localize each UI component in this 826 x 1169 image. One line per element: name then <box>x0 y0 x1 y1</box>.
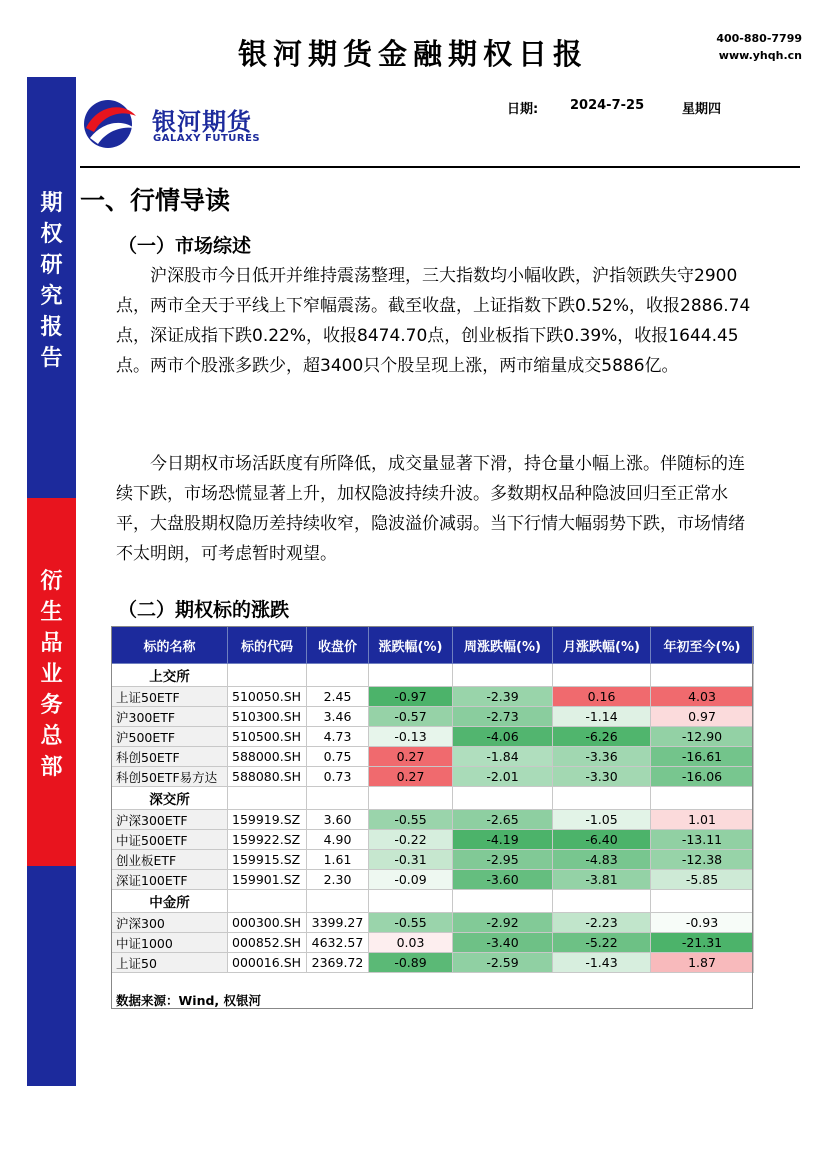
empty-cell <box>553 787 651 810</box>
pct-change-cell: -0.09 <box>369 870 453 890</box>
pct-change-cell: -0.13 <box>369 727 453 747</box>
market-summary-paragraph: 沪深股市今日低开并维持震荡整理，三大指数均小幅收跌，沪指领跌失守2900点，两市全天于平线上下窄幅震荡。截至收盘，上证指数下跌0.52%，收报2886.74点，深证成指下跌0.22%，收报8474.70点，创业板指下跌0.39%，收报1644.45点。两市个股涨多跌少，超3400只个股呈现上涨，两市缩量成交5886亿。 <box>116 266 751 376</box>
pct-change-cell: -0.89 <box>369 953 453 973</box>
pct-change-cell: -16.06 <box>651 767 754 787</box>
report-weekday: 星期四 <box>682 102 722 117</box>
underlying-code: 510300.SH <box>228 707 307 727</box>
empty-cell <box>228 890 307 913</box>
pct-change-cell: 0.27 <box>369 767 453 787</box>
pct-change-cell: -1.14 <box>553 707 651 727</box>
pct-change-cell: -0.57 <box>369 707 453 727</box>
underlying-code: 159901.SZ <box>228 870 307 890</box>
empty-cell <box>369 890 453 913</box>
column-header: 年初至今(%) <box>651 627 754 664</box>
section-heading: 一、行情导读 <box>80 186 231 215</box>
empty-cell <box>307 664 369 687</box>
exchange-name: 深交所 <box>112 787 228 810</box>
pct-change-cell: -2.65 <box>453 810 553 830</box>
pct-change-cell: -4.06 <box>453 727 553 747</box>
logo-name-en: GALAXY FUTURES <box>153 133 261 144</box>
underlying-name: 上证50ETF <box>112 687 228 707</box>
pct-change-cell: -12.90 <box>651 727 754 747</box>
pct-change-cell: -0.22 <box>369 830 453 850</box>
empty-cell <box>369 787 453 810</box>
exchange-group-row <box>112 787 754 810</box>
pct-change-cell: -6.40 <box>553 830 651 850</box>
table-row <box>112 933 754 953</box>
pct-change-cell: -1.84 <box>453 747 553 767</box>
underlying-code: 510050.SH <box>228 687 307 707</box>
pct-change-cell: 0.03 <box>369 933 453 953</box>
sidebar-char: 期 <box>40 190 63 216</box>
table-row <box>112 687 754 707</box>
underlying-performance-table <box>111 626 754 973</box>
close-price: 4632.57 <box>307 933 369 953</box>
column-header: 标的代码 <box>228 627 307 664</box>
pct-change-cell: -2.39 <box>453 687 553 707</box>
website-link[interactable]: www.yhqh.cn <box>718 49 802 62</box>
pct-change-cell: -5.85 <box>651 870 754 890</box>
pct-change-cell: -3.30 <box>553 767 651 787</box>
subsection-market-summary: （一）市场综述 <box>118 235 252 257</box>
table-row <box>112 707 754 727</box>
underlying-code: 000300.SH <box>228 913 307 933</box>
close-price: 1.61 <box>307 850 369 870</box>
pct-change-cell: 1.01 <box>651 810 754 830</box>
empty-cell <box>369 664 453 687</box>
underlying-name: 科创50ETF易方达 <box>112 767 228 787</box>
underlying-name: 科创50ETF <box>112 747 228 767</box>
empty-cell <box>453 787 553 810</box>
pct-change-cell: -2.23 <box>553 913 651 933</box>
empty-cell <box>651 890 754 913</box>
sidebar-char: 品 <box>40 630 63 656</box>
pct-change-cell: 0.16 <box>553 687 651 707</box>
table-row <box>112 850 754 870</box>
underlying-code: 159922.SZ <box>228 830 307 850</box>
pct-change-cell: -0.97 <box>369 687 453 707</box>
underlying-name: 沪深300ETF <box>112 810 228 830</box>
pct-change-cell: -5.22 <box>553 933 651 953</box>
table-row <box>112 810 754 830</box>
sidebar-char: 部 <box>40 754 63 780</box>
sidebar-char: 报 <box>40 314 63 340</box>
underlying-code: 510500.SH <box>228 727 307 747</box>
close-price: 3399.27 <box>307 913 369 933</box>
column-header: 周涨跌幅(%) <box>453 627 553 664</box>
pct-change-cell: -13.11 <box>651 830 754 850</box>
empty-cell <box>453 664 553 687</box>
pct-change-cell: 0.27 <box>369 747 453 767</box>
underlying-code: 000852.SH <box>228 933 307 953</box>
pct-change-cell: -2.92 <box>453 913 553 933</box>
underlying-name: 沪500ETF <box>112 727 228 747</box>
empty-cell <box>228 664 307 687</box>
exchange-group-row <box>112 664 754 687</box>
underlying-name: 创业板ETF <box>112 850 228 870</box>
pct-change-cell: 1.87 <box>651 953 754 973</box>
close-price: 0.75 <box>307 747 369 767</box>
subsection-underlying-changes: （二）期权标的涨跌 <box>118 599 290 621</box>
contact-info <box>716 30 802 64</box>
empty-cell <box>228 787 307 810</box>
sidebar-char: 权 <box>40 221 63 247</box>
underlying-code: 000016.SH <box>228 953 307 973</box>
underlying-code: 159915.SZ <box>228 850 307 870</box>
sidebar-char: 究 <box>40 283 63 309</box>
table-row <box>112 747 754 767</box>
underlying-name: 沪深300 <box>112 913 228 933</box>
underlying-name: 深证100ETF <box>112 870 228 890</box>
exchange-group-row <box>112 890 754 913</box>
sidebar-report-type <box>27 188 76 374</box>
underlying-name: 中证500ETF <box>112 830 228 850</box>
sidebar-char: 告 <box>40 345 63 371</box>
sidebar-char: 衍 <box>40 568 63 594</box>
options-market-paragraph: 今日期权市场活跃度有所降低，成交量显著下滑，持仓量小幅上涨。伴随标的连续下跌，市场恐慌显著上升，加权隐波持续升波。多数期权品种隐波回归至正常水平，大盘股期权隐历差持续收窄，隐波溢价减弱。当下行情大幅弱势下跌，市场情绪不太明朗，可考虑暂时观望。 <box>116 454 745 564</box>
table-row <box>112 953 754 973</box>
sidebar-char: 务 <box>40 692 63 718</box>
report-title: 银河期货金融期权日报 <box>237 37 588 71</box>
table-row <box>112 727 754 747</box>
pct-change-cell: -0.31 <box>369 850 453 870</box>
sidebar-char: 总 <box>40 723 63 749</box>
close-price: 2.30 <box>307 870 369 890</box>
pct-change-cell: -1.43 <box>553 953 651 973</box>
pct-change-cell: -0.55 <box>369 913 453 933</box>
close-price: 0.73 <box>307 767 369 787</box>
table-header-row <box>112 627 754 664</box>
pct-change-cell: -4.19 <box>453 830 553 850</box>
pct-change-cell: -3.40 <box>453 933 553 953</box>
underlying-name: 沪300ETF <box>112 707 228 727</box>
column-header: 标的名称 <box>112 627 228 664</box>
exchange-name: 中金所 <box>112 890 228 913</box>
pct-change-cell: 4.03 <box>651 687 754 707</box>
pct-change-cell: -21.31 <box>651 933 754 953</box>
table-row <box>112 830 754 850</box>
empty-cell <box>553 890 651 913</box>
pct-change-cell: -1.05 <box>553 810 651 830</box>
column-header: 月涨跌幅(%) <box>553 627 651 664</box>
close-price: 2369.72 <box>307 953 369 973</box>
empty-cell <box>651 664 754 687</box>
pct-change-cell: -2.73 <box>453 707 553 727</box>
table-row <box>112 767 754 787</box>
pct-change-cell: -16.61 <box>651 747 754 767</box>
pct-change-cell: -2.59 <box>453 953 553 973</box>
pct-change-cell: -3.81 <box>553 870 651 890</box>
sidebar-char: 生 <box>40 599 63 625</box>
date-label: 日期: <box>507 102 539 117</box>
sidebar-department <box>27 566 76 783</box>
pct-change-cell: -3.60 <box>453 870 553 890</box>
close-price: 4.73 <box>307 727 369 747</box>
close-price: 4.90 <box>307 830 369 850</box>
sidebar-char: 研 <box>40 252 63 278</box>
report-date: 2024-7-25 <box>570 98 645 113</box>
empty-cell <box>307 890 369 913</box>
sidebar-char: 业 <box>40 661 63 687</box>
empty-cell <box>553 664 651 687</box>
pct-change-cell: -12.38 <box>651 850 754 870</box>
phone-number: 400-880-7799 <box>716 32 802 45</box>
underlying-code: 588000.SH <box>228 747 307 767</box>
underlying-code: 159919.SZ <box>228 810 307 830</box>
pct-change-cell: -0.55 <box>369 810 453 830</box>
header-divider <box>80 166 800 168</box>
pct-change-cell: -0.93 <box>651 913 754 933</box>
table-row <box>112 913 754 933</box>
pct-change-cell: -3.36 <box>553 747 651 767</box>
pct-change-cell: -4.83 <box>553 850 651 870</box>
pct-change-cell: -6.26 <box>553 727 651 747</box>
underlying-name: 上证50 <box>112 953 228 973</box>
close-price: 3.60 <box>307 810 369 830</box>
logo-name-cn: 银河期货 <box>152 108 252 136</box>
table-row <box>112 870 754 890</box>
pct-change-cell: -2.01 <box>453 767 553 787</box>
pct-change-cell: -2.95 <box>453 850 553 870</box>
empty-cell <box>307 787 369 810</box>
sidebar-bottom-band <box>27 866 76 1086</box>
pct-change-cell: 0.97 <box>651 707 754 727</box>
exchange-name: 上交所 <box>112 664 228 687</box>
data-source-note: 数据来源：Wind, 权银河 <box>116 993 262 1008</box>
column-header: 收盘价 <box>307 627 369 664</box>
underlying-code: 588080.SH <box>228 767 307 787</box>
underlying-name: 中证1000 <box>112 933 228 953</box>
column-header: 涨跌幅(%) <box>369 627 453 664</box>
close-price: 3.46 <box>307 707 369 727</box>
empty-cell <box>453 890 553 913</box>
close-price: 2.45 <box>307 687 369 707</box>
empty-cell <box>651 787 754 810</box>
